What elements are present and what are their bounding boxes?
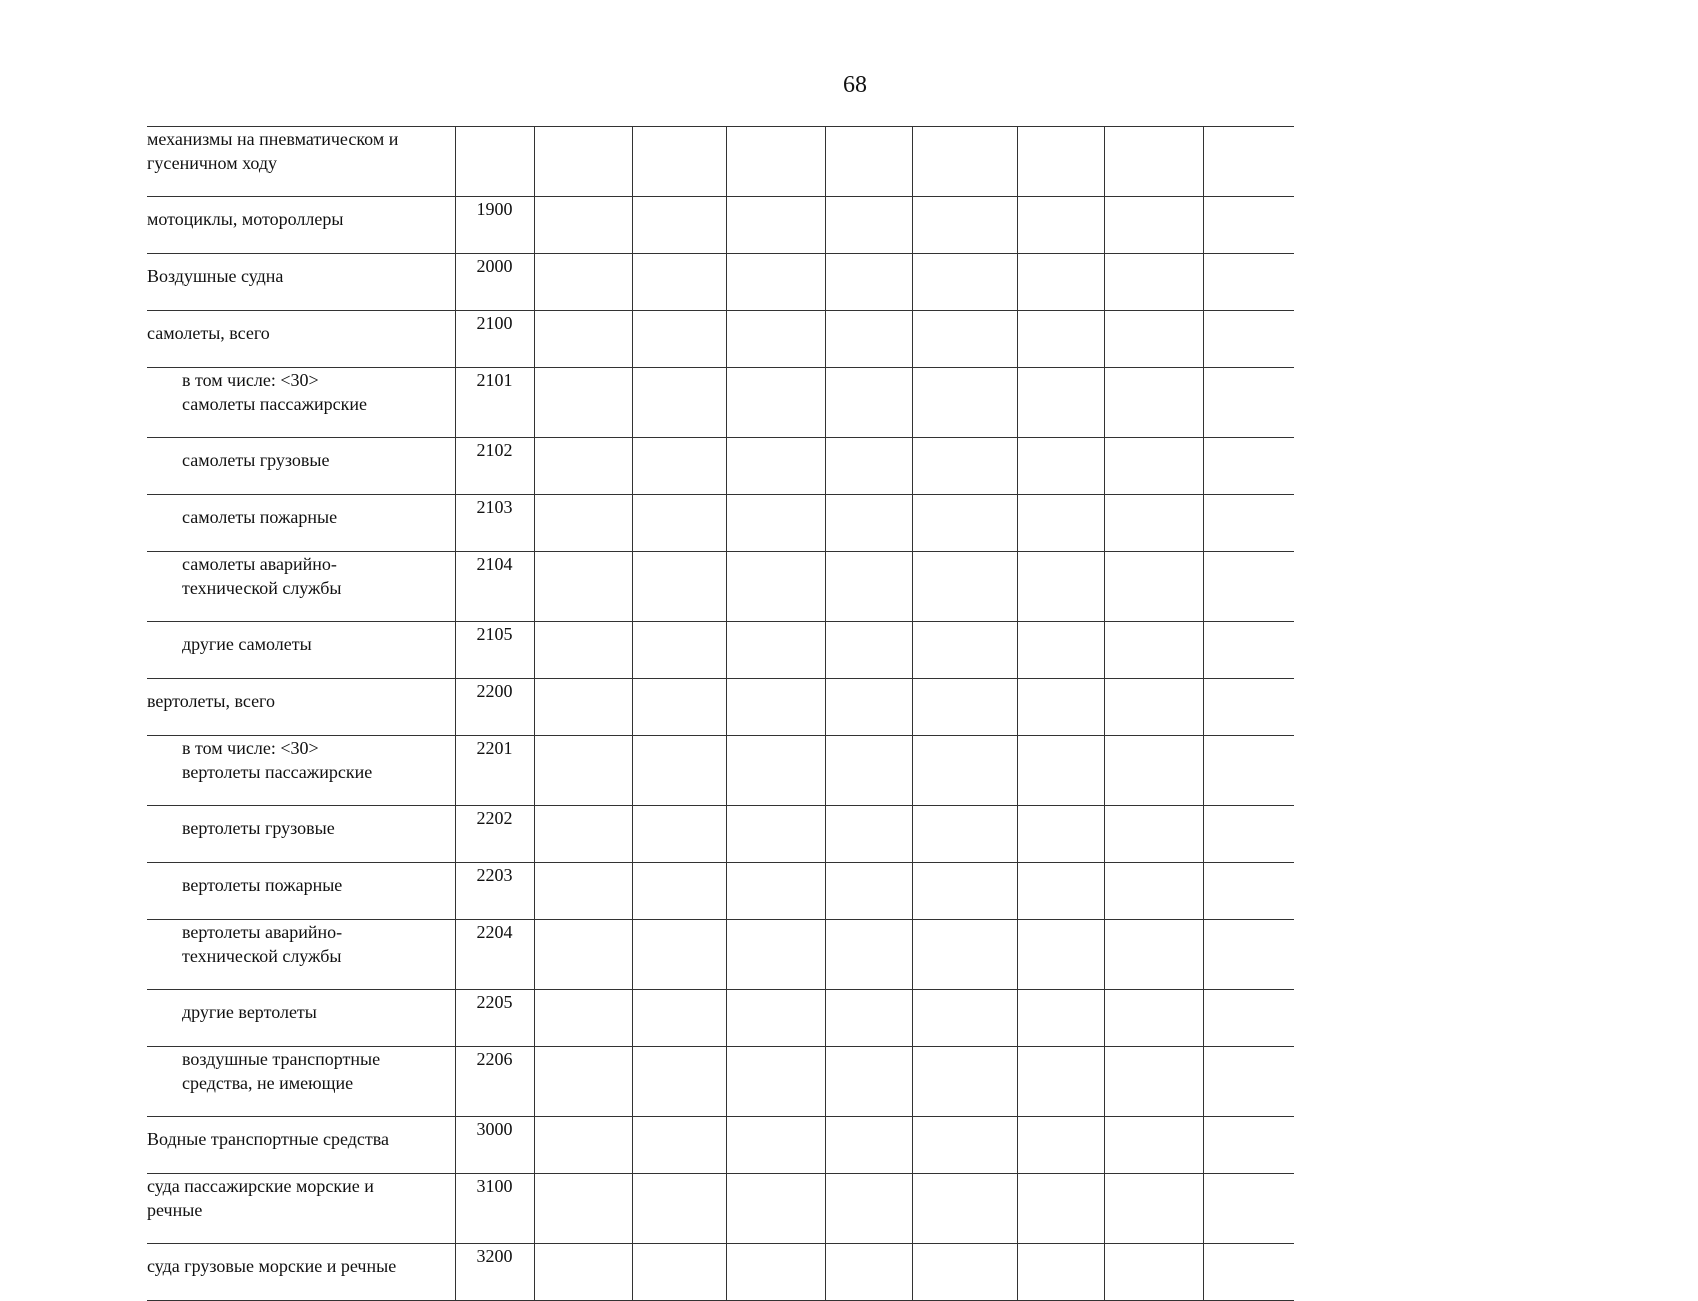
row-code: 3200: [455, 1244, 534, 1301]
table-row: [147, 736, 1294, 806]
value-cell[interactable]: [1017, 863, 1104, 920]
value-cell[interactable]: [726, 679, 825, 736]
value-cell[interactable]: [1017, 920, 1104, 990]
value-cell[interactable]: [1203, 127, 1294, 197]
value-cell[interactable]: [912, 438, 1017, 495]
value-cell[interactable]: [1203, 990, 1294, 1047]
value-cell[interactable]: [632, 1047, 726, 1117]
row-name: вертолеты пожарные: [147, 863, 455, 920]
value-cell[interactable]: [1017, 679, 1104, 736]
row-code: 2101: [455, 368, 534, 438]
value-cell[interactable]: [1104, 311, 1203, 368]
row-code: 2104: [455, 552, 534, 622]
value-cell[interactable]: [912, 1117, 1017, 1174]
row-name: вертолеты аварийно- технической службы: [147, 920, 455, 990]
value-cell[interactable]: [726, 1174, 825, 1244]
value-cell[interactable]: [912, 679, 1017, 736]
table-row: [147, 622, 1294, 679]
value-cell[interactable]: [912, 1174, 1017, 1244]
row-code: 2205: [455, 990, 534, 1047]
row-code: 2203: [455, 863, 534, 920]
value-cell[interactable]: [825, 368, 912, 438]
value-cell[interactable]: [632, 863, 726, 920]
value-cell[interactable]: [912, 197, 1017, 254]
value-cell[interactable]: [1203, 736, 1294, 806]
value-cell[interactable]: [825, 736, 912, 806]
value-cell[interactable]: [912, 863, 1017, 920]
value-cell[interactable]: [726, 920, 825, 990]
row-code: 2206: [455, 1047, 534, 1117]
row-code: 2000: [455, 254, 534, 311]
row-name: вертолеты, всего: [147, 679, 455, 736]
value-cell[interactable]: [825, 990, 912, 1047]
row-name: суда пассажирские морские и речные: [147, 1174, 455, 1244]
value-cell[interactable]: [912, 622, 1017, 679]
table-row: [147, 127, 1294, 197]
row-name: механизмы на пневматическом и гусеничном ходу: [147, 127, 455, 197]
value-cell[interactable]: [1203, 311, 1294, 368]
row-name: вертолеты грузовые: [147, 806, 455, 863]
value-cell[interactable]: [1017, 622, 1104, 679]
value-cell[interactable]: [1104, 920, 1203, 990]
value-cell[interactable]: [1203, 920, 1294, 990]
value-cell[interactable]: [912, 806, 1017, 863]
value-cell[interactable]: [1104, 622, 1203, 679]
value-cell[interactable]: [825, 622, 912, 679]
row-name: самолеты, всего: [147, 311, 455, 368]
value-cell[interactable]: [726, 1047, 825, 1117]
value-cell[interactable]: [534, 1174, 632, 1244]
value-cell[interactable]: [1203, 254, 1294, 311]
value-cell[interactable]: [1017, 197, 1104, 254]
value-cell[interactable]: [534, 311, 632, 368]
row-name: суда грузовые морские и речные: [147, 1244, 455, 1301]
value-cell[interactable]: [1104, 736, 1203, 806]
value-cell[interactable]: [534, 368, 632, 438]
table-row: [147, 368, 1294, 438]
value-cell[interactable]: [534, 438, 632, 495]
value-cell[interactable]: [534, 863, 632, 920]
value-cell[interactable]: [534, 127, 632, 197]
value-cell[interactable]: [825, 197, 912, 254]
value-cell[interactable]: [1203, 679, 1294, 736]
value-cell[interactable]: [726, 622, 825, 679]
table-row: [147, 495, 1294, 552]
value-cell[interactable]: [726, 197, 825, 254]
value-cell[interactable]: [1203, 863, 1294, 920]
page-number: [0, 72, 1698, 99]
value-cell[interactable]: [1104, 863, 1203, 920]
value-cell[interactable]: [726, 254, 825, 311]
value-cell[interactable]: [726, 127, 825, 197]
value-cell[interactable]: [1017, 311, 1104, 368]
value-cell[interactable]: [1203, 622, 1294, 679]
value-cell[interactable]: [726, 863, 825, 920]
value-cell[interactable]: [825, 1117, 912, 1174]
value-cell[interactable]: [1104, 990, 1203, 1047]
table-row: [147, 254, 1294, 311]
value-cell[interactable]: [825, 311, 912, 368]
row-name: Воздушные судна: [147, 254, 455, 311]
table-row: [147, 1117, 1294, 1174]
value-cell[interactable]: [1203, 1047, 1294, 1117]
value-cell[interactable]: [912, 920, 1017, 990]
value-cell[interactable]: [912, 311, 1017, 368]
value-cell[interactable]: [534, 679, 632, 736]
value-cell[interactable]: [1203, 1174, 1294, 1244]
value-cell[interactable]: [632, 622, 726, 679]
value-cell[interactable]: [632, 920, 726, 990]
row-name: мотоциклы, мотороллеры: [147, 197, 455, 254]
row-name: в том числе: <30> вертолеты пассажирские: [147, 736, 455, 806]
value-cell[interactable]: [534, 1117, 632, 1174]
table-row: [147, 863, 1294, 920]
row-code: 2103: [455, 495, 534, 552]
value-cell[interactable]: [1017, 368, 1104, 438]
value-cell[interactable]: [912, 127, 1017, 197]
value-cell[interactable]: [1104, 495, 1203, 552]
value-cell[interactable]: [1017, 254, 1104, 311]
value-cell[interactable]: [534, 622, 632, 679]
value-cell[interactable]: [632, 1244, 726, 1301]
table-row: [147, 1174, 1294, 1244]
table-row: [147, 990, 1294, 1047]
value-cell[interactable]: [1017, 990, 1104, 1047]
value-cell[interactable]: [726, 736, 825, 806]
value-cell[interactable]: [632, 679, 726, 736]
value-cell[interactable]: [1203, 438, 1294, 495]
value-cell[interactable]: [825, 1244, 912, 1301]
value-cell[interactable]: [1104, 127, 1203, 197]
value-cell[interactable]: [632, 127, 726, 197]
value-cell[interactable]: [825, 679, 912, 736]
value-cell[interactable]: [534, 990, 632, 1047]
row-code: 2201: [455, 736, 534, 806]
row-code: [455, 127, 534, 197]
value-cell[interactable]: [1203, 368, 1294, 438]
value-cell[interactable]: [632, 990, 726, 1047]
row-code: 2202: [455, 806, 534, 863]
value-cell[interactable]: [1017, 495, 1104, 552]
table-body: [147, 127, 1294, 1301]
row-code: 2100: [455, 311, 534, 368]
value-cell[interactable]: [825, 863, 912, 920]
value-cell[interactable]: [1104, 552, 1203, 622]
value-cell[interactable]: [534, 1244, 632, 1301]
row-code: 2200: [455, 679, 534, 736]
row-code: 3100: [455, 1174, 534, 1244]
value-cell[interactable]: [534, 1047, 632, 1117]
value-cell[interactable]: [1104, 254, 1203, 311]
value-cell[interactable]: [534, 495, 632, 552]
row-name: воздушные транспортные средства, не имеющие: [147, 1047, 455, 1117]
value-cell[interactable]: [632, 736, 726, 806]
table-row: [147, 1244, 1294, 1301]
value-cell[interactable]: [1104, 1244, 1203, 1301]
value-cell[interactable]: [726, 552, 825, 622]
value-cell[interactable]: [534, 736, 632, 806]
value-cell[interactable]: [825, 806, 912, 863]
value-cell[interactable]: [912, 254, 1017, 311]
value-cell[interactable]: [1104, 1117, 1203, 1174]
value-cell[interactable]: [825, 438, 912, 495]
table-row: [147, 679, 1294, 736]
value-cell[interactable]: [912, 368, 1017, 438]
value-cell[interactable]: [1203, 806, 1294, 863]
value-cell[interactable]: [632, 197, 726, 254]
vehicle-form-table: [147, 126, 1294, 1301]
value-cell[interactable]: [1017, 438, 1104, 495]
value-cell[interactable]: [726, 1117, 825, 1174]
value-cell[interactable]: [1203, 495, 1294, 552]
value-cell[interactable]: [825, 552, 912, 622]
value-cell[interactable]: [1203, 552, 1294, 622]
row-name: в том числе: <30> самолеты пассажирские: [147, 368, 455, 438]
table-row: [147, 1047, 1294, 1117]
row-code: 3000: [455, 1117, 534, 1174]
table-row: [147, 311, 1294, 368]
value-cell[interactable]: [534, 920, 632, 990]
row-name: самолеты пожарные: [147, 495, 455, 552]
value-cell[interactable]: [534, 254, 632, 311]
value-cell[interactable]: [632, 438, 726, 495]
value-cell[interactable]: [912, 736, 1017, 806]
value-cell[interactable]: [534, 552, 632, 622]
value-cell[interactable]: [912, 495, 1017, 552]
value-cell[interactable]: [1104, 368, 1203, 438]
value-cell[interactable]: [1203, 1244, 1294, 1301]
value-cell[interactable]: [1203, 1117, 1294, 1174]
value-cell[interactable]: [632, 1117, 726, 1174]
value-cell[interactable]: [1017, 1117, 1104, 1174]
value-cell[interactable]: [726, 806, 825, 863]
value-cell[interactable]: [632, 368, 726, 438]
table-row: [147, 806, 1294, 863]
table-row: [147, 197, 1294, 254]
table-row: [147, 920, 1294, 990]
value-cell[interactable]: [825, 920, 912, 990]
table-row: [147, 552, 1294, 622]
value-cell[interactable]: [1017, 1244, 1104, 1301]
value-cell[interactable]: [1104, 806, 1203, 863]
row-name: Водные транспортные средства: [147, 1117, 455, 1174]
value-cell[interactable]: [726, 368, 825, 438]
value-cell[interactable]: [1017, 806, 1104, 863]
value-cell[interactable]: [632, 552, 726, 622]
value-cell[interactable]: [1017, 1174, 1104, 1244]
value-cell[interactable]: [1104, 679, 1203, 736]
value-cell[interactable]: [825, 1174, 912, 1244]
value-cell[interactable]: [825, 254, 912, 311]
value-cell[interactable]: [534, 806, 632, 863]
value-cell[interactable]: [726, 438, 825, 495]
row-name: другие вертолеты: [147, 990, 455, 1047]
value-cell[interactable]: [1104, 1047, 1203, 1117]
value-cell[interactable]: [1017, 127, 1104, 197]
row-name: самолеты грузовые: [147, 438, 455, 495]
row-code: 2204: [455, 920, 534, 990]
value-cell[interactable]: [632, 495, 726, 552]
value-cell[interactable]: [632, 806, 726, 863]
row-name: самолеты аварийно- технической службы: [147, 552, 455, 622]
table-row: [147, 438, 1294, 495]
value-cell[interactable]: [1017, 1047, 1104, 1117]
row-code: 1900: [455, 197, 534, 254]
value-cell[interactable]: [912, 1244, 1017, 1301]
value-cell[interactable]: [912, 990, 1017, 1047]
value-cell[interactable]: [632, 254, 726, 311]
value-cell[interactable]: [825, 495, 912, 552]
value-cell[interactable]: [912, 1047, 1017, 1117]
value-cell[interactable]: [726, 495, 825, 552]
value-cell[interactable]: [1104, 438, 1203, 495]
value-cell[interactable]: [1017, 736, 1104, 806]
value-cell[interactable]: [1203, 197, 1294, 254]
value-cell[interactable]: [1104, 197, 1203, 254]
row-name: другие самолеты: [147, 622, 455, 679]
row-code: 2105: [455, 622, 534, 679]
value-cell[interactable]: [912, 552, 1017, 622]
row-code: 2102: [455, 438, 534, 495]
value-cell[interactable]: [726, 990, 825, 1047]
value-cell[interactable]: [632, 311, 726, 368]
value-cell[interactable]: [632, 1174, 726, 1244]
page-number-text: 68: [843, 72, 867, 98]
value-cell[interactable]: [726, 1244, 825, 1301]
value-cell[interactable]: [1104, 1174, 1203, 1244]
value-cell[interactable]: [534, 197, 632, 254]
value-cell[interactable]: [1017, 552, 1104, 622]
value-cell[interactable]: [726, 311, 825, 368]
value-cell[interactable]: [825, 1047, 912, 1117]
value-cell[interactable]: [825, 127, 912, 197]
